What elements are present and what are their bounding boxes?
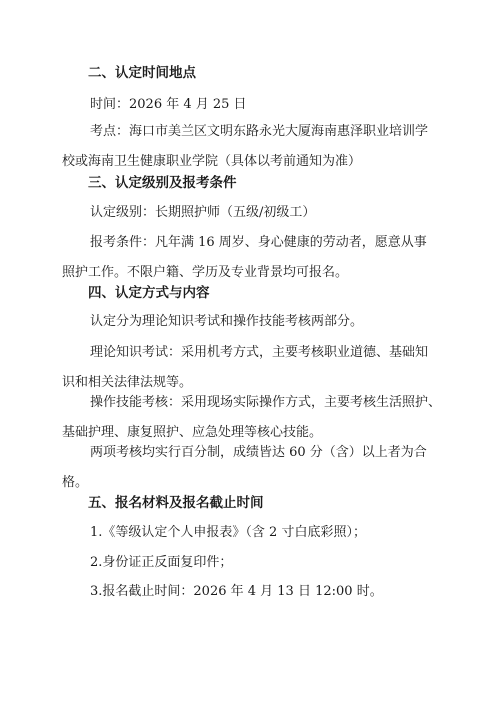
method-intro: 认定分为理论知识考试和操作技能考核两部分。 <box>90 314 364 329</box>
deadline-item: 3.报名截止时间：2026 年 4 月 13 日 12:00 时。 <box>90 584 383 599</box>
material-item-1: 1.《等级认定个人申报表》（含 2 寸白底彩照）； <box>90 525 366 540</box>
scoring-rule: 两项考核均实行百分制，成绩皆达 60 分（含）以上者为合 格。 <box>62 445 427 490</box>
certification-level: 认定级别：长期照护师（五级/初级工） <box>90 205 316 220</box>
material-item-2: 2.身份证正反面复印件； <box>90 555 233 570</box>
section4-heading: 四、认定方式与内容 <box>88 285 210 301</box>
exam-venue: 考点：海口市美兰区文明东路永光大厦海南惠泽职业培训学 校或海南卫生健康职业学院（具体以考前通知为准） <box>62 124 429 169</box>
practical-exam: 操作技能考核：采用现场实际操作方式，主要考核生活照护、 基础护理、康复照护、应急处理等核心技能。 <box>62 395 442 440</box>
section5-heading: 五、报名材料及报名截止时间 <box>88 495 264 511</box>
section3-heading: 三、认定级别及报考条件 <box>88 175 237 191</box>
theory-exam: 理论知识考试：采用机考方式，主要考核职业道德、基础知 识和相关法律法规等。 <box>62 345 429 390</box>
exam-time: 时间：2026 年 4 月 25 日 <box>90 97 247 112</box>
section2-heading: 二、认定时间地点 <box>88 65 196 81</box>
application-conditions: 报考条件：凡年满 16 周岁、身心健康的劳动者，愿意从事 照护工作。不限户籍、学历及专业背景均可报名。 <box>62 235 427 280</box>
